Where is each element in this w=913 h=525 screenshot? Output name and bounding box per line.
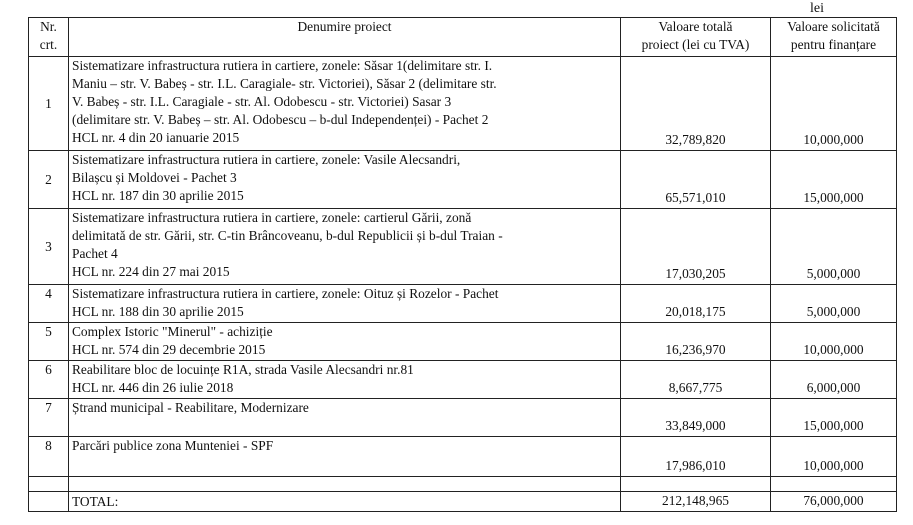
requested-value: 5,000,000	[771, 209, 897, 285]
total-value: 8,667,775	[621, 361, 771, 399]
project-name: Complex Istoric "Minerul" - achiziție HCL nr. 574 din 29 decembrie 2015	[69, 323, 621, 361]
table-row	[29, 57, 897, 151]
table-row	[29, 361, 897, 399]
row-number: 2	[29, 151, 69, 209]
project-name: Parcări publice zona Munteniei - SPF	[69, 437, 621, 477]
total-value: 17,986,010	[621, 437, 771, 477]
requested-value: 15,000,000	[771, 399, 897, 437]
header-total-value: Valoare totală proiect (lei cu TVA)	[621, 18, 771, 57]
total-value: 17,030,205	[621, 209, 771, 285]
requested-value: 10,000,000	[771, 57, 897, 151]
requested-value: 10,000,000	[771, 323, 897, 361]
row-number: 5	[29, 323, 69, 361]
requested-value: 5,000,000	[771, 285, 897, 323]
table-row	[29, 437, 897, 477]
total-value: 16,236,970	[621, 323, 771, 361]
projects-table	[28, 17, 897, 512]
row-number: 8	[29, 437, 69, 477]
empty-cell	[69, 477, 621, 492]
total-label: TOTAL:	[69, 492, 621, 512]
project-name: Sistematizare infrastructura rutiera in cartiere, zonele: Săsar 1(delimitare str. I. Maniu – str. V. Babeș - str. I.L. Caragiale- str. Victoriei), Săsar 2 (delimitare str. V. Babeș - str. I.L. Caragiale - str. Al. Odobescu - str. Victoriei) Sasar 3 (delimitare str. V. Babeș – str. Al. Odobescu – b-dul Independenței) - Pachet 2 HCL nr. 4 din 20 ianuarie 2015	[69, 57, 621, 151]
table-row	[29, 209, 897, 285]
empty-row	[29, 477, 897, 492]
total-value: 32,789,820	[621, 57, 771, 151]
currency-unit-label: lei	[810, 1, 824, 16]
table-row	[29, 323, 897, 361]
grand-total-requested: 76,000,000	[771, 492, 897, 512]
table-row	[29, 285, 897, 323]
grand-total-value: 212,148,965	[621, 492, 771, 512]
header-nr: Nr. crt.	[29, 18, 69, 57]
project-name: Sistematizare infrastructura rutiera in cartiere, zonele: cartierul Gării, zonă delimitată de str. Gării, str. C-tin Brâncoveanu, b-dul Republicii și b-dul Traian - Pachet 4 HCL nr. 224 din 27 mai 2015	[69, 209, 621, 285]
header-project-name: Denumire proiect	[69, 18, 621, 57]
table-row	[29, 399, 897, 437]
project-name: Reabilitare bloc de locuințe R1A, strada Vasile Alecsandri nr.81 HCL nr. 446 din 26 iulie 2018	[69, 361, 621, 399]
empty-cell	[29, 477, 69, 492]
requested-value: 10,000,000	[771, 437, 897, 477]
requested-value: 15,000,000	[771, 151, 897, 209]
empty-cell	[771, 477, 897, 492]
row-number: 1	[29, 57, 69, 151]
row-number: 4	[29, 285, 69, 323]
project-name: Ștrand municipal - Reabilitare, Modernizare	[69, 399, 621, 437]
header-requested-value: Valoare solicitată pentru finanțare	[771, 18, 897, 57]
project-name: Sistematizare infrastructura rutiera in cartiere, zonele: Oituz și Rozelor - Pachet HCL nr. 188 din 30 aprilie 2015	[69, 285, 621, 323]
row-number: 6	[29, 361, 69, 399]
total-value: 20,018,175	[621, 285, 771, 323]
total-value: 33,849,000	[621, 399, 771, 437]
row-number: 3	[29, 209, 69, 285]
empty-cell	[29, 492, 69, 512]
project-name: Sistematizare infrastructura rutiera in cartiere, zonele: Vasile Alecsandri, Bilașcu și Moldovei - Pachet 3 HCL nr. 187 din 30 aprilie 2015	[69, 151, 621, 209]
empty-cell	[621, 477, 771, 492]
table-row	[29, 151, 897, 209]
row-number: 7	[29, 399, 69, 437]
requested-value: 6,000,000	[771, 361, 897, 399]
table-header-row	[29, 18, 897, 57]
total-value: 65,571,010	[621, 151, 771, 209]
total-row	[29, 492, 897, 512]
